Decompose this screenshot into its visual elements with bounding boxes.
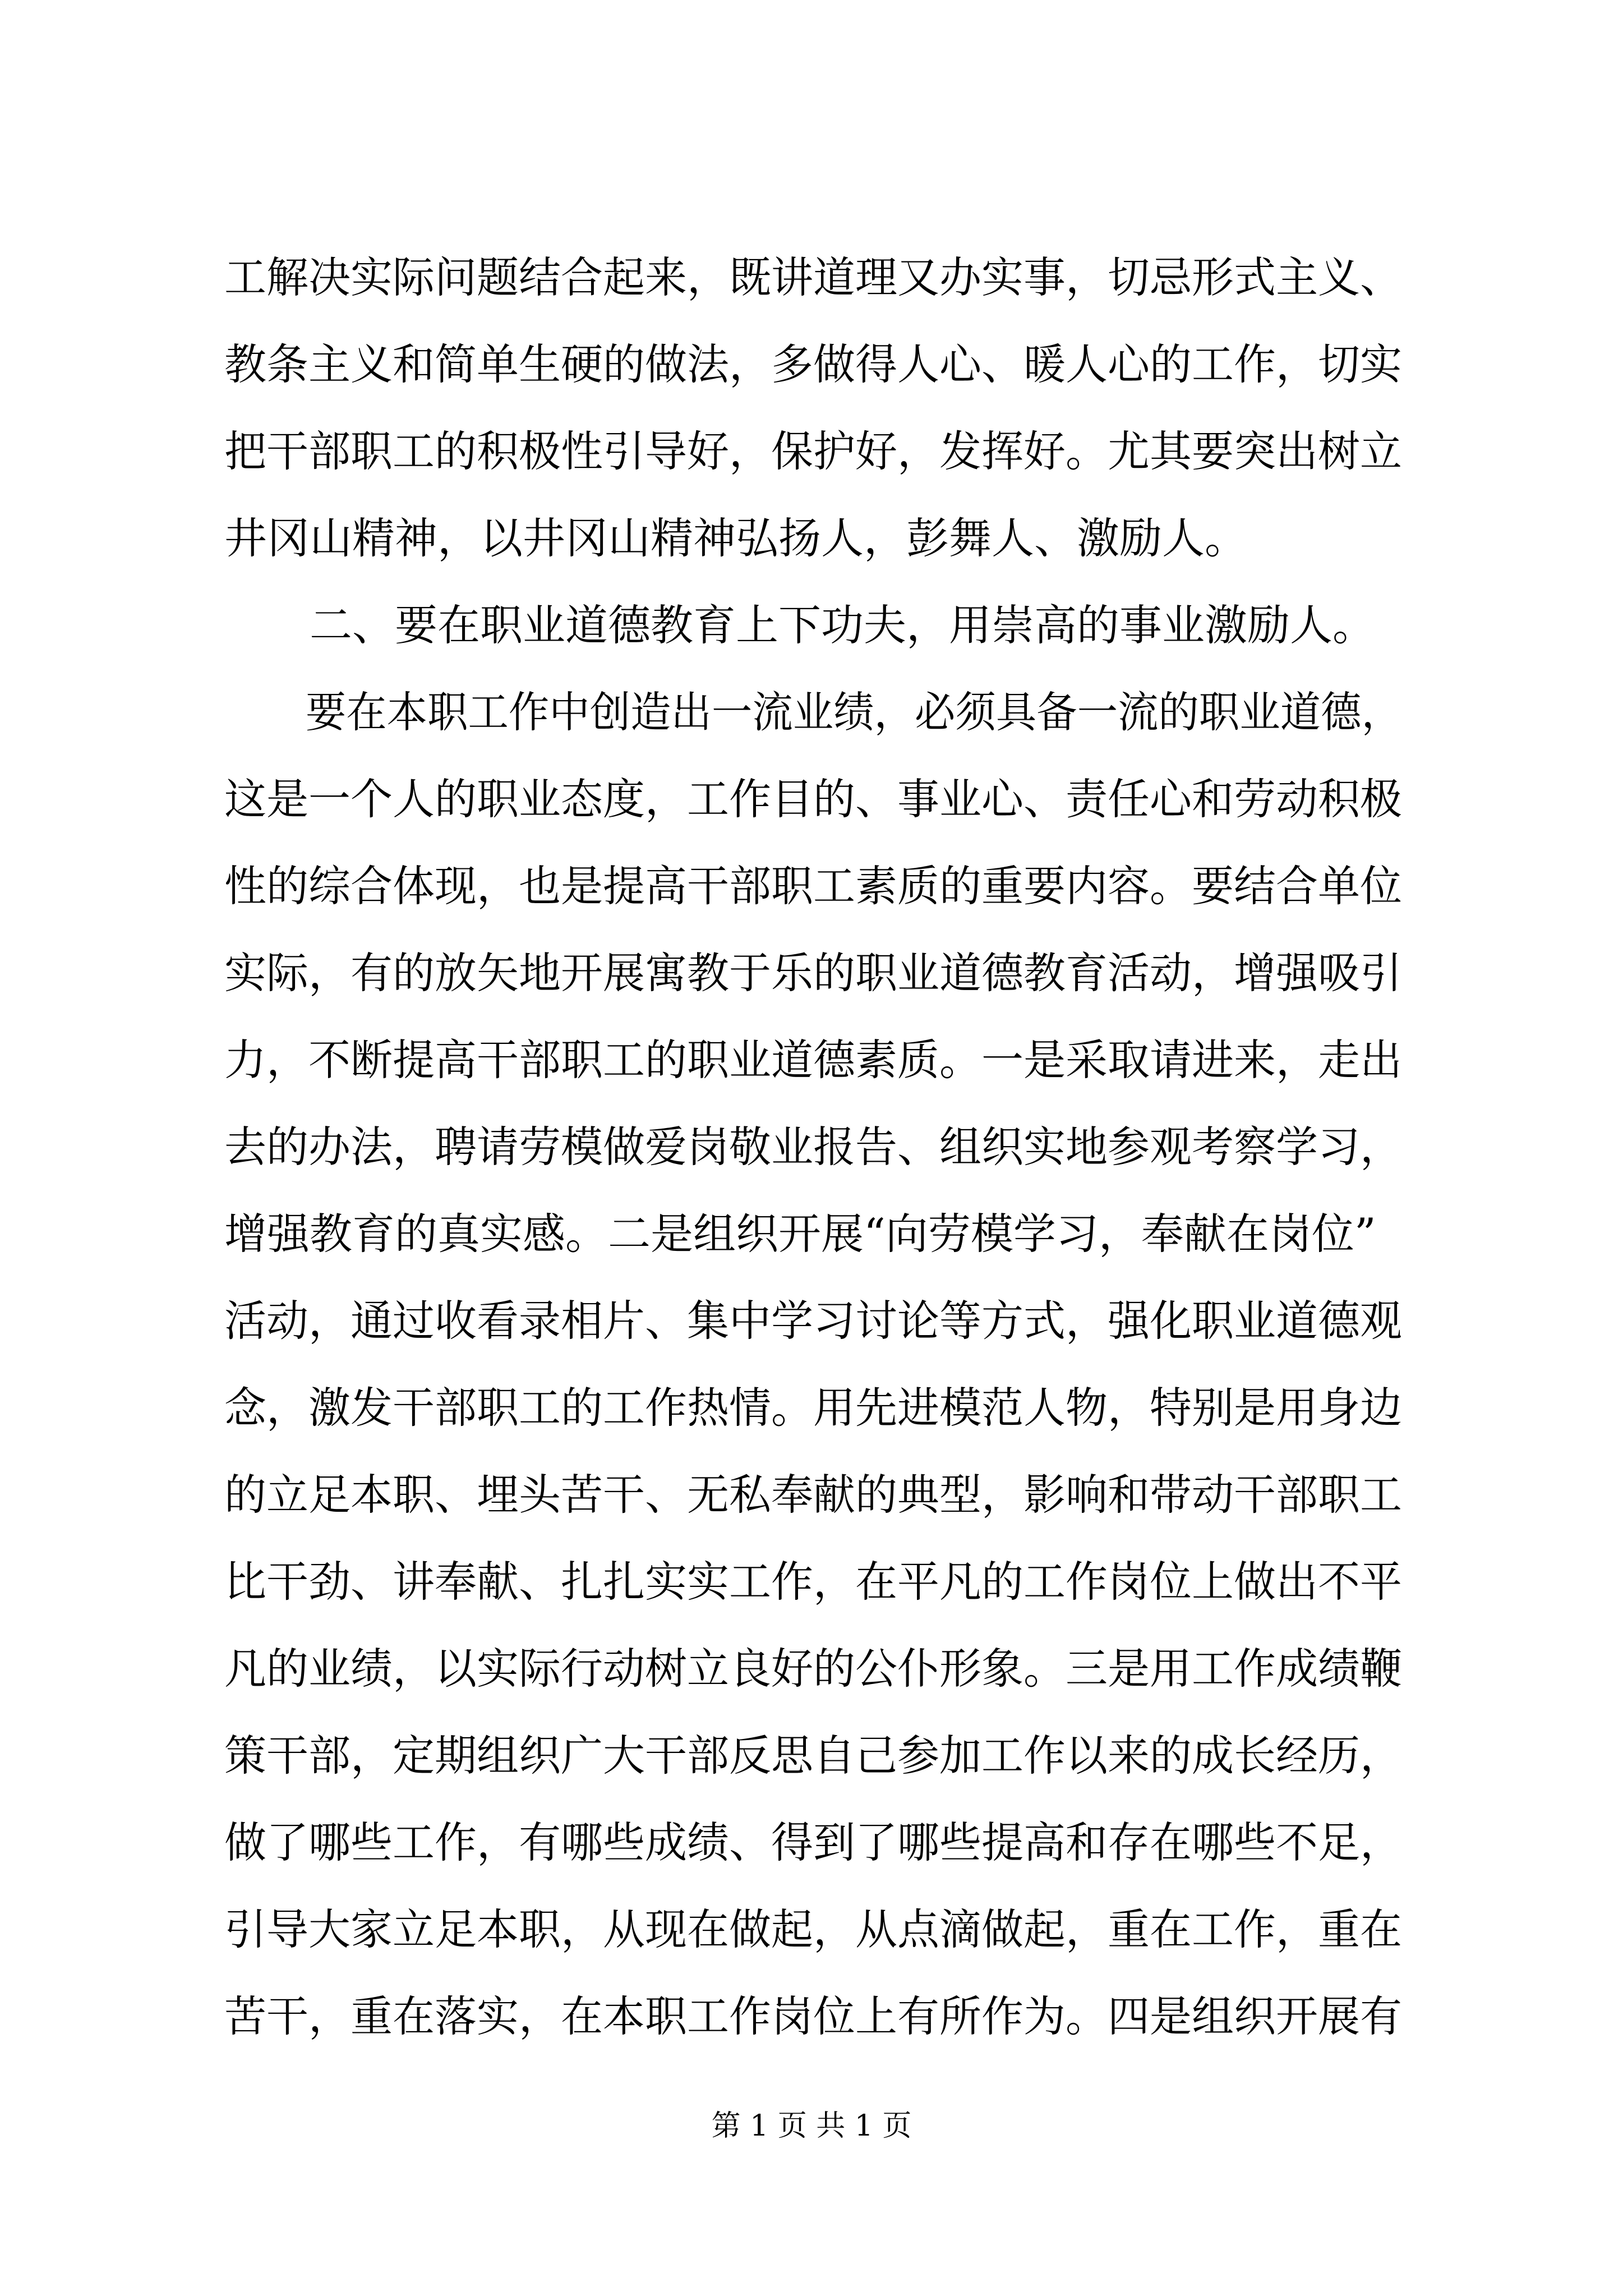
text-line: 增强教育的真实感。二是组织开展“向劳模学习，奉献在岗位” — [224, 1209, 1376, 1259]
text-line: 工解决实际问题结合起来，既讲道理又办实事，切忌形式主义、 — [224, 252, 1402, 302]
section-heading: 二、要在职业道德教育上下功夫，用崇高的事业激励人。 — [224, 600, 1375, 650]
text-line: 的立足本职、埋头苦干、无私奉献的典型，影响和带动干部职工 — [224, 1470, 1402, 1520]
text-line: 井冈山精神，以井冈山精神弘扬人，彭舞人、激励人。 — [224, 513, 1247, 563]
text-line: 实际，有的放矢地开展寓教于乐的职业道德教育活动，增强吸引 — [224, 948, 1402, 998]
text-line: 力，不断提高干部职工的职业道德素质。一是采取请进来，走出 — [224, 1035, 1402, 1085]
text-line: 这是一个人的职业态度，工作目的、事业心、责任心和劳动积极 — [224, 774, 1402, 824]
text-line: 策干部，定期组织广大干部反思自己参加工作以来的成长经历， — [224, 1731, 1402, 1780]
text-line: 念，激发干部职工的工作热情。用先进模范人物，特别是用身边 — [224, 1383, 1402, 1433]
text-line: 要在本职工作中创造出一流业绩，必须具备一流的职业道德， — [224, 687, 1402, 737]
text-line: 比干劲、讲奉献、扎扎实实工作，在平凡的工作岗位上做出不平 — [224, 1557, 1402, 1607]
text-line: 活动，通过收看录相片、集中学习讨论等方式，强化职业道德观 — [224, 1296, 1402, 1346]
text-line: 去的办法，聘请劳模做爱岗敬业报告、组织实地参观考察学习， — [224, 1122, 1402, 1172]
page-number-footer: 第 1 页 共 1 页 — [711, 2109, 912, 2143]
text-line: 凡的业绩，以实际行动树立良好的公仆形象。三是用工作成绩鞭 — [224, 1644, 1402, 1694]
text-line: 把干部职工的积极性引导好，保护好，发挥好。尤其要突出树立 — [224, 426, 1402, 476]
text-line: 教条主义和简单生硬的做法，多做得人心、暖人心的工作，切实 — [224, 339, 1402, 389]
text-line: 做了哪些工作，有哪些成绩、得到了哪些提高和存在哪些不足， — [224, 1818, 1402, 1867]
text-line: 苦干，重在落实，在本职工作岗位上有所作为。四是组织开展有 — [224, 1991, 1402, 2041]
text-line: 引导大家立足本职，从现在做起，从点滴做起，重在工作，重在 — [224, 1904, 1402, 1954]
text-line: 性的综合体现，也是提高干部职工素质的重要内容。要结合单位 — [224, 861, 1402, 911]
